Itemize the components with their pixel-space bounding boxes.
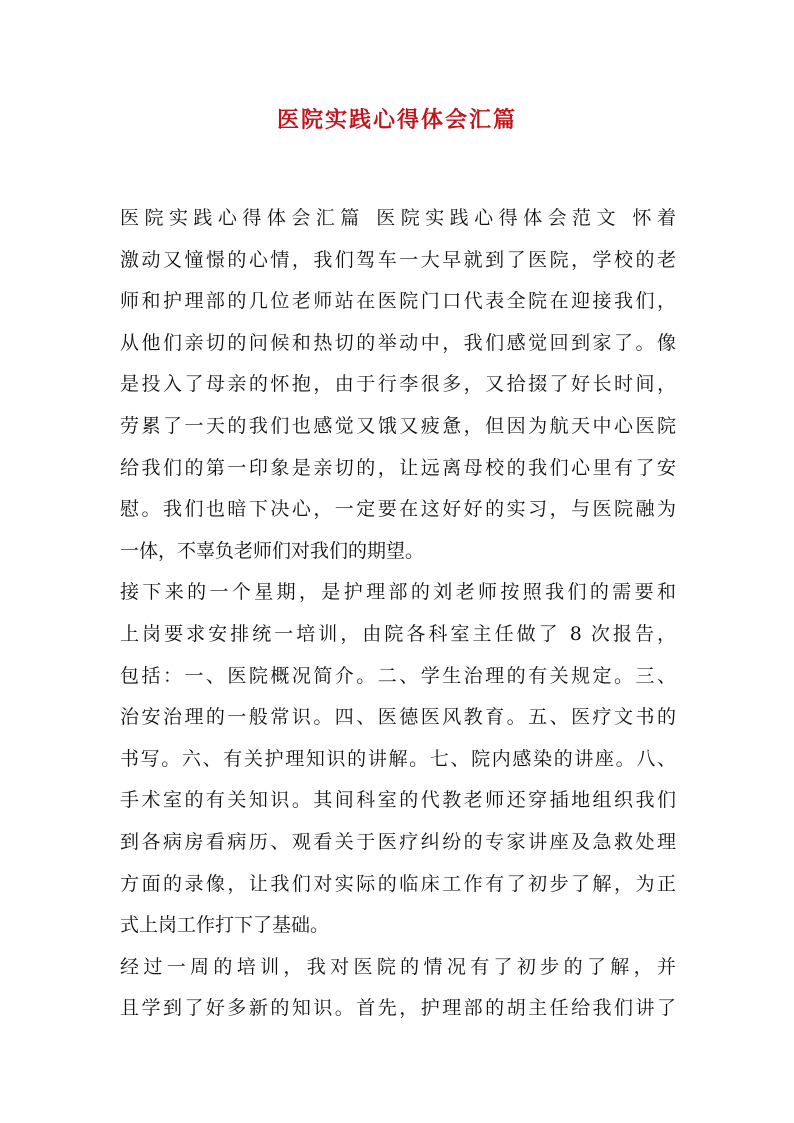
text-line: 到各病房看病历、观看关于医疗纠纷的专家讲座及急救处理 (120, 830, 676, 853)
text-line: 治安治理的一般常识。四、医德医风教育。五、医疗文书的 (120, 706, 676, 729)
text-line: 劳累了一天的我们也感觉又饿又疲惫，但因为航天中心医院 (120, 414, 676, 437)
text-line: 医院实践心得体会汇篇 医院实践心得体会范文 怀着 (120, 207, 676, 229)
text-line: 从他们亲切的问候和热切的举动中，我们感觉回到家了。像 (120, 331, 676, 354)
document-title: 医院实践心得体会汇篇 (276, 107, 517, 133)
text-line: 慰。我们也暗下决心，一定要在这好好的实习，与医院融为 (120, 498, 676, 521)
text-line: 手术室的有关知识。其间科室的代教老师还穿插地组织我们 (120, 789, 676, 812)
text-line: 接下来的一个星期，是护理部的刘老师按照我们的需要和 (120, 581, 676, 604)
text-line: 师和护理部的几位老师站在医院门口代表全院在迎接我们， (120, 290, 676, 313)
text-line: 且学到了好多新的知识。首先，护理部的胡主任给我们讲了 (120, 997, 676, 1020)
text-line: 激动又憧憬的心情，我们驾车一大早就到了医院，学校的老 (120, 248, 676, 271)
text-line: 方面的录像，让我们对实际的临床工作有了初步了解，为正 (120, 872, 676, 895)
text-line: 包括：一、医院概况简介。二、学生治理的有关规定。三、 (120, 664, 676, 687)
text-line: 给我们的第一印象是亲切的，让远离母校的我们心里有了安 (120, 456, 676, 479)
text-line: 一体，不辜负老师们对我们的期望。 (120, 539, 425, 562)
text-line: 式上岗工作打下了基础。 (120, 914, 330, 937)
text-line: 上岗要求安排统一培训，由院各科室主任做了 8 次报告， (120, 622, 676, 645)
document-body (120, 198, 676, 1030)
text-line: 书写。六、有关护理知识的讲解。七、院内感染的讲座。八、 (120, 747, 676, 770)
text-line: 经过一周的培训，我对医院的情况有了初步的了解，并 (120, 955, 676, 978)
text-line: 是投入了母亲的怀抱，由于行李很多，又拾掇了好长时间， (120, 373, 676, 396)
